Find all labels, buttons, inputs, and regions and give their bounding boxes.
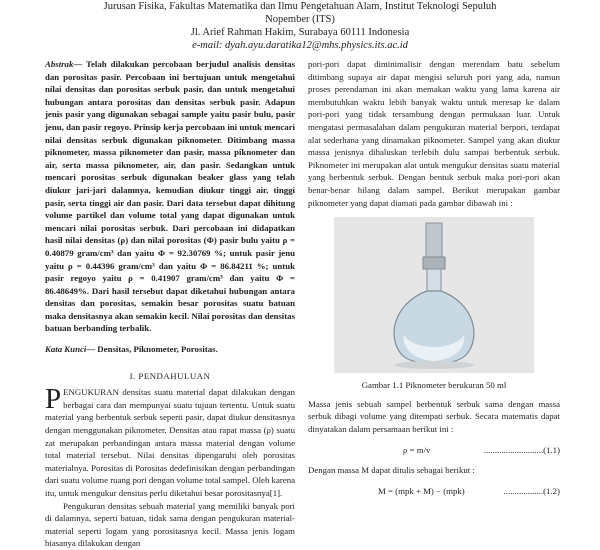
left-column xyxy=(45,58,295,550)
equation-2-number: ..................(1.2) xyxy=(503,485,560,496)
right-paragraph-1: pori-pori dapat diminimalisir dengan merendam batu sebelum ditimbang supaya air dapat mengisi seluruh pori yang ada, namun proses perendaman ini akan memakan waktu yang lama karena air membutuhkan waktu lebih banyak waktu untuk meresap ke dalam pori-pori yang tidak tersambung dengan permukaan luar. Untuk mengatasi permasalahan dalam pengukuran material berpori, terdapat alat sederhana yang dinamakan piknometer. Sampel yang akan diukur massa jenisnya dihaluskan terlebih dulu sampai berbentuk serbuk. Piknometer ini merupakan alat untuk mengukur densitas suatu material yang berbentuk serbuk. Dengan bentuk serbuk maka pori-pori akan benar-benar hilang dalam sampel. Berikut merupakan gambar piknometer yang dapat diamati pada gambar dibawah ini : xyxy=(308,59,560,208)
figure-caption: Gambar 1.1 Piknometer berukuran 50 ml xyxy=(361,380,507,391)
drop-cap: P xyxy=(45,383,62,416)
right-column xyxy=(308,58,560,505)
equation-1 xyxy=(308,444,560,457)
intro-paragraph-2: Pengukuran densitas sebuah material yang memiliki banyak pori di dalamnya, seperti batuan, tidak sama dengan pengukuran material-material seperti logam yang porositasnya kecil. Massa jenis logam biasanya dilakukan dengan xyxy=(45,500,295,549)
pycnometer-image xyxy=(334,217,534,373)
address-line: Jl. Arief Rahman Hakim, Surabaya 60111 Indonesia xyxy=(190,27,410,38)
keywords-label: Kata Kunci xyxy=(45,344,87,355)
pycnometer-figure xyxy=(334,217,534,373)
intro-paragraph-1 xyxy=(45,383,295,499)
affiliation-line-2: Nopember (ITS) xyxy=(265,14,335,25)
paper-header xyxy=(0,0,600,52)
equation-2-body: M = (mpk + M) − (mpk) xyxy=(378,485,465,496)
equation-2 xyxy=(308,485,560,498)
right-paragraph-3: Dengan massa M dapat ditulis sebagai berikut : xyxy=(308,465,475,476)
section-heading: I. PENDAHULUAN xyxy=(129,370,211,381)
intro-text-1: ENGUKURAN densitas suatu material dapat dilakukan dengan berbagai cara dan mempunyai suatu tujuan tertentu. Untuk suatu material yang berbentuk serbuk seperti pasir, dapat diukur densitasnya dengan menggunakan piknometer. Densitas atau rapat massa (ρ) suatu zat merupakan perbandingan antara massa material dengan volume total material tersebut. Nilai densitas dipengaruhi oleh porositas materialnya. Porositas di Porositas dedefinisikan dengan perbandingan dari suatu volume ruang pori dengan volume total sampel. Oleh karena itu, untuk mengukur densitas perlu diketahui besar porositasnya[1]. xyxy=(45,387,295,498)
keywords xyxy=(45,343,295,356)
abstract-text: — Telah dilakukan percobaan berjudul analisis densitas dan porositas pasir. Percobaan ini bertujuan untuk mengetahui nilai densitas dan porositas serbuk pasir, dan untuk mengetahui hubungan antara porositas dan densitas serbuk pasir. Adapun jenis pasir yang digunakan sebagai sample yaitu pasir bulu, pasir jenu, dan pasir regoyo. Prinsip kerja percobaan ini untuk mencari nilai densitas serbuk digunakan piknometer. Ditimbang massa piknometer, massa piknometer dan pasir, massa piknometer dan air, serta massa piknometer, air, dan pasir. Sedangkan untuk mencari porositas serbuk digunakan beaker glass yang telah diukur jari-jari dalamnya, kemudian diukur tinggi air, tinggi pasir, serta tinggi air dan pasir. Dari data tersebut dapat dihitung volume partikel dan volume total yang dapat digunakan untuk mencari nilai porositas serbuk. Dari percobaan ini didapatkan hasil nilai densitas (ρ) dan nilai porositas (Φ) pasir bulu yaitu ρ = 0.40879 gram/cm³ dan yaitu Φ = 92.30769 %; untuk pasir jenu yaitu ρ = 0.44396 gram/cm³ dan yaitu Φ = 86.84211 %; untuk pasir regoyo yaitu ρ = 0.41907 gram/cm³ dan yaitu Φ = 86.48649%. Dari hasil tersebut dapat diketahui hubungan antara densitas dan porositas, semakin besar porositas suatu batuan maka densitasnya akan semakin kecil. Nilai porositas dan densitas batuan berbanding terbalik. xyxy=(45,59,295,334)
abstract xyxy=(45,58,295,335)
equation-1-number: ...........................(1.1) xyxy=(483,444,560,455)
keywords-text: — Densitas, Piknometer, Porositas. xyxy=(86,344,218,355)
author-email: e-mail: dyah.ayu.daratika12@mhs.physics.its.ac.id xyxy=(192,40,408,51)
affiliation-line-1: Jurusan Fisika, Fakultas Matematika dan Ilmu Pengetahuan Alam, Institut Teknologi Sepuluh xyxy=(103,1,497,12)
right-paragraph-2: Massa jenis sebuah sampel berbentuk serbuk sama dengan massa serbuk dibagi volume yang ditempati serbuk. Secara matematis dapat dinyatakan dalam persamaan berikut ini : xyxy=(308,398,560,434)
equation-1-body: ρ = m/v xyxy=(403,444,431,455)
abstract-label: Abstrak xyxy=(45,59,74,69)
